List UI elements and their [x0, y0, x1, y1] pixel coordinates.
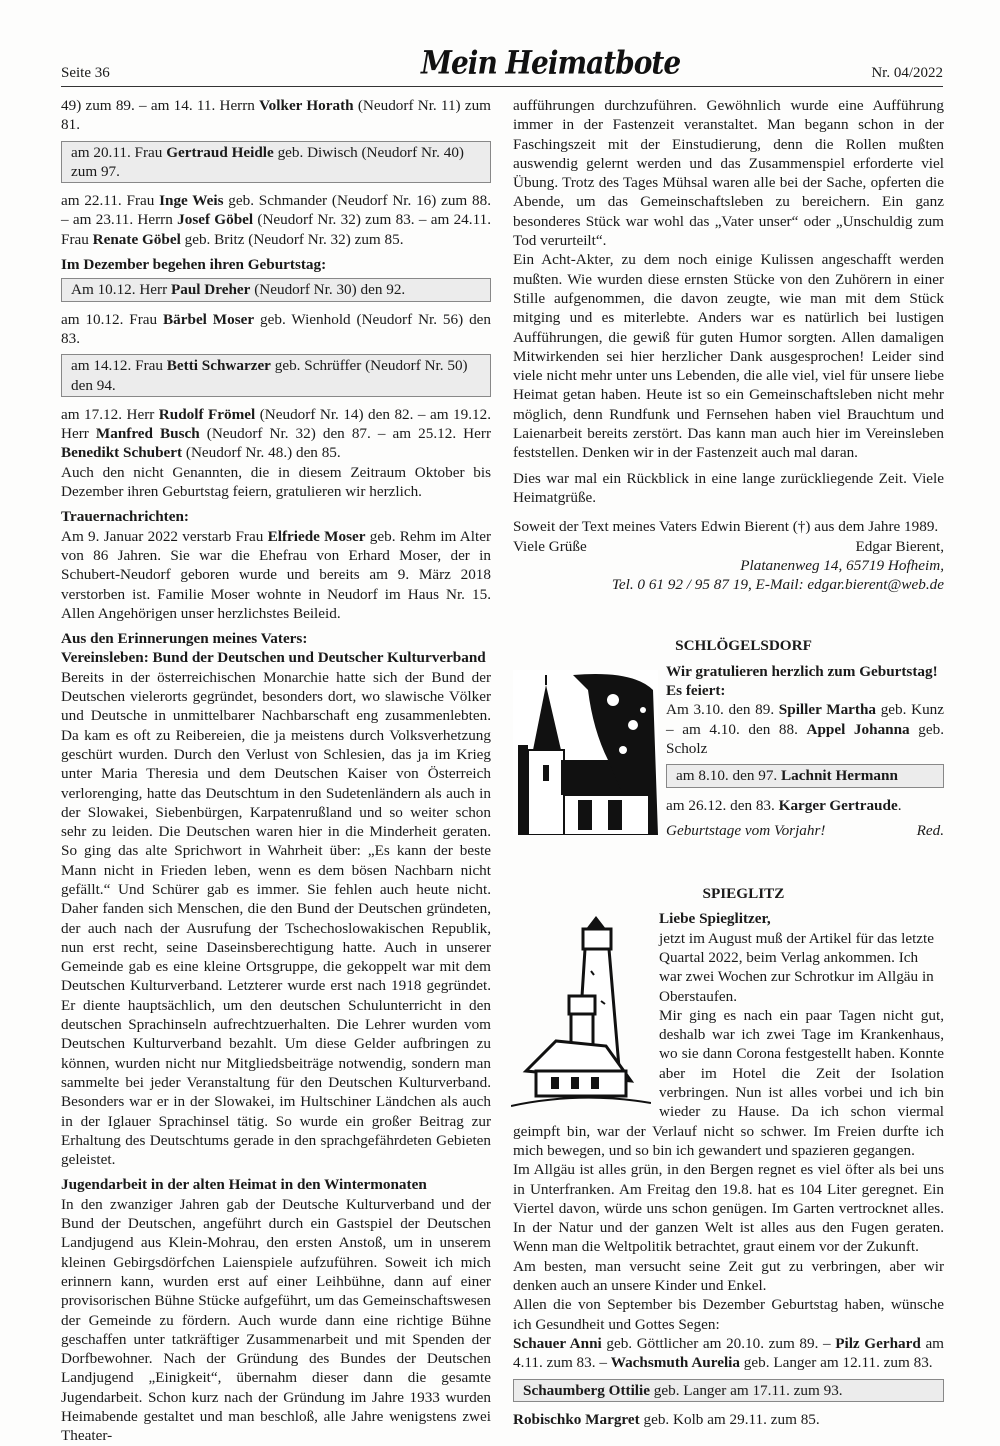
retrospective-text: Dies war mal ein Rückblick in eine lange zurückliegende Zeit. Viele Heimatgrüße.	[513, 469, 944, 506]
page-header	[61, 43, 943, 87]
birthday-paragraph: am 10.12. Frau Bärbel Moser geb. Wienhold (Neudorf Nr. 56) den 83.	[61, 310, 491, 347]
left-column	[61, 96, 491, 1446]
spieglitz-text: Mir ging es nach ein paar Tagen nicht gut, deshalb war ich zwei Tage im Krankenhaus, wo sie dann Corona festgestellt haben. Konnte aber im Hotel die Zeit der Isolation verbringen. Nun ist alles vorbei und ich bin wieder zu Hause. Da ich schon viermal geimpft bin, war der Verlauf nicht so schwer. Im Freien durfte ich mich bewegen, und so bin ich gewandert und spazieren gegangen.	[513, 1006, 944, 1159]
continuation-text: aufführungen durchzuführen. Gewöhnlich wurde eine Aufführung immer in der Fastenzeit veranstaltet. Man begann schon in der Faschingszeit mit der Einstudierung, denn die Rollen mußten auswendig gelernt werden und das Zusammenspiel erforderte viel Übung. Trotz des Tages Mühsal waren alle bei der Sache, opferten die Abende, um das Gemeinschaftsleben zu bereichern. Ein ganz besonderes Stück war wohl das „Vater unser“ oder „Unschuldig zum Tod verurteilt“.	[513, 97, 944, 250]
youth-heading: Jugendarbeit in der alten Heimat in den Wintermonaten	[61, 1176, 427, 1194]
obituary-paragraph: Am 9. Januar 2022 verstarb Frau Elfriede Moser geb. Rehm im Alter von 86 Jahren. Sie war die Ehefrau von Erhard Moser, der in Schubert-Neudorf geboren wurde und bereits am 9. März 2018 verstorben ist. Familie Moser wohnte in Neudorf im Haus Nr. 15. Allen Angehörigen unser herzlichstes Beileid.	[61, 527, 492, 622]
schloegelsdorf-block	[513, 662, 944, 840]
greeting-heading: Liebe Spieglitzer,	[659, 910, 771, 928]
highlight-box: Schaumberg Ottilie geb. Langer am 17.11. zum 93.	[513, 1379, 944, 1402]
highlight-box: am 14.12. Frau Betti Schwarzer geb. Schrüffer (Neudorf Nr. 50) den 94.	[61, 354, 491, 397]
youth-text: In den zwanziger Jahren gab der Deutsche Kulturverband und der Bund der Deutschen, angeführt durch ein Gastspiel der Deutschen Landjugend aus Klein-Mohrau, den ersten Anstoß, um in unserem kleinen Gebirgsdörfchen Laienspiele aufzuführen. Soweit ich mich erinnern kann, wurden erst auf einer Leihbühne, dann auf einer provisorischen Bühne Stücke aufgeführt, um das Gemeinschaftswesen der Gemeinde zu fördern. Auch wurde dann eine richtige Bühne geschaffen unter tatkräftiger Zusammenarbeit und mit Spenden der Dorfbewohner. Nach der Gründung des Bundes der Deutschen Landjugend „Einigkeit“, übernahm dieser dann die gesamte Jugendarbeit. Schon kurz nach der Gründung im Jahre 1933 wurden Heimabende gestaltet und man beschloß, alle Jahre wenigstens zwei Theater-	[61, 1195, 491, 1445]
greeting: Viele Grüße	[513, 537, 587, 555]
december-heading: Im Dezember begehen ihren Geburtstag:	[61, 256, 327, 274]
birthday-paragraph: am 17.12. Herr Rudolf Frömel (Neudorf Nr. 14) den 82. – am 19.12. Herr Manfred Busch (Neudorf Nr. 32) den 87. – am 25.12. Herr Benedikt Schubert (Neudorf Nr. 48.) den 85.	[61, 405, 492, 462]
signature-name: Edgar Bierent,	[855, 537, 944, 555]
issue-number: Nr. 04/2022	[871, 65, 943, 81]
signature-contact: Tel. 0 61 92 / 95 87 19, E-Mail: edgar.bierent@web.de	[611, 576, 944, 594]
spieglitz-text: Allen die von September bis Dezember Geburtstag haben, wünsche ich Gesundheit und Gottes Segen:	[513, 1296, 944, 1333]
masthead-logo: Mein Heimatbote	[421, 43, 681, 82]
highlight-box: Am 10.12. Herr Paul Dreher (Neudorf Nr. 30) den 92.	[61, 278, 491, 301]
congrats-paragraph: Auch den nicht Genannten, die in diesem Zeitraum Oktober bis Dezember ihren Geburtstag feiern, gratulieren wir herzlich.	[61, 463, 491, 501]
signature-address: Platanenweg 14, 65719 Hofheim,	[740, 556, 944, 574]
birthday-paragraph: Robischko Margret geb. Kolb am 29.11. zum 85.	[513, 1410, 820, 1428]
spieglitz-text: Im Allgäu ist alles grün, in den Bergen regnet es viel öfter als bei uns in Unterfranken. Am Freitag den 19.8. hat es 104 Liter geregnet. Ein Viertel davon, würde uns schon genügen. Im Garten vertrocknet alles. In der Natur und der ganzen Welt ist alles aus den Fugen geraten. Wenn man die Weltpolitik betrachtet, graut einem vor der Zukunft.	[513, 1161, 944, 1256]
birthday-paragraph: 49) zum 89. – am 14. 11. Herrn Volker Horath (Neudorf Nr. 11) zum 81.	[61, 97, 491, 134]
memories-heading: Aus den Erinnerungen meines Vaters:	[61, 630, 308, 648]
schloegelsdorf-text	[666, 662, 944, 840]
section-title-schloegelsdorf: SCHLÖGELSDORF	[675, 637, 812, 655]
continuation-text: Ein Acht-Akter, zu dem noch einige Kulissen angeschafft werden mußten. Wie wurden diese ernsten Stücke von den Zuhörern in einer Stille aufgenommen, die davon zeugte, wie man mit dem Stück mitging und es miterlebte. Anders war es natürlich bei lustigen Aufführungen, die gewiß für guten Humor sorgten. Allen damaligen Mitwirkenden sei hier herzlicher Dank ausgesprochen! Leider sind viele nicht mehr unter uns Lebenden, die alle viel, viel für unsere liebe Heimat getan haben. Heute ist so ein Gemeinschaftsleben nicht mehr möglich, denn Rundfunk und Fernsehen haben viel Brauchtum und Laienarbeit bereits zerstört. Das kann man auch hier im Vereinsleben feststellen. Denken wir in der Fastenzeit auch mal daran.	[513, 251, 944, 462]
section-title-spieglitz: SPIEGLITZ	[702, 885, 785, 903]
highlight-box: am 20.11. Frau Gertraud Heidle geb. Diwisch (Neudorf Nr. 40) zum 97.	[61, 141, 491, 184]
birthday-paragraph: Schauer Anni geb. Göttlicher am 20.10. zum 89. – Pilz Gerhard am 4.11. zum 83. – Wachsmuth Aurelia geb. Langer am 12.11. zum 83.	[513, 1334, 944, 1372]
birthday-paragraph: am 22.11. Frau Inge Weis geb. Schmander (Neudorf Nr. 16) zum 88. – am 23.11. Herrn Josef Göbel (Neudorf Nr. 32) zum 83. – am 24.11. Frau Renate Göbel geb. Britz (Neudorf Nr. 32) zum 85.	[61, 192, 491, 248]
congrats-heading: Wir gratulieren herzlich zum Geburtstag!	[666, 662, 938, 680]
spieglitz-text: Am besten, man versucht seine Zeit gut zu verbringen, aber wir denken auch an unsere Kinder und Enkel.	[513, 1257, 944, 1295]
es-feiert-heading: Es feiert:	[666, 682, 726, 700]
right-column	[513, 96, 944, 1435]
spieglitz-block	[513, 909, 944, 1429]
birthday-paragraph: am 26.12. den 83. Karger Gertraude.	[666, 796, 902, 814]
spieglitz-text: jetzt im August muß der Artikel für das letzte Quartal 2022, beim Verlag ankommen. Ich war zwei Wochen zur Schrotkur im Allgäu in Oberstaufen.	[659, 929, 934, 1005]
obituary-heading: Trauernachrichten:	[61, 508, 189, 526]
tower-illustration-icon	[511, 911, 651, 1111]
page-number: Seite 36	[61, 65, 110, 81]
verein-text: Bereits in der österreichischen Monarchie hatte sich der Bund der Deutschen vielerorts gegründet, besonders dort, wo slawische Völker und Deutsche in unmittelbarer Nachbarschaft eng zusammenlebten. Da kam es oft zu Reibereien, die ja meistens durch Volksverhetzung geschürt wurden. Durch den Verlust von Schlesien, das ja im Krieg unter Maria Theresia und dem Deutschen Kaiser von Österreich verlorenging, hatte das Deutschtum in den Sudetenländern als auch in der Slowakei, Siebenbürgen, Karpatenrußland und so weiter schon sehr zu leiden. Die Deutschen waren hier in die Minderheit geraten. So ging das alte Sprichwort in Wahrheit über: „Es kann der beste Mann nicht in Frieden leben, wenn es dem bösen Nachbarn nicht gefällt.“ Und Schürer gab es immer. Sie fehlen auch heute nicht. Daher fanden sich Menschen, die den Bund der Deutschen gründeten, der auch nach der Ausrufung der Tschechoslowakischen Republik, nun erst recht, seine Daseinsberechtigung hatte. Auch in unserer Gemeinde gab es eine kleine Ortsgruppe, die gekoppelt war mit dem Deutschen Kulturverband. Letzterer wurde erst nach 1918 gegründet. Er diente hauptsächlich, um den deutschen Schulunterricht in den deutschen Sprachinseln aufrechtzuerhalten. Die Lehrer wurden vom Deutschen Kulturverband bezahlt. Um diese Gelder aufbringen zu können, wurden nicht nur Mitgliedsbeiträge notwendig, sondern man sammelte bei jeder Veranstaltung für den Deutschen Kulturverband. Besonders war er in der Slowakei, im Hultschiner Ländchen als auch in der Iglauer Sprachinsel tätig. So wurde ein großer Beitrag zur Erhaltung des Deutschtums gerade in den sprachgefährdeten Gebieten geleistet.	[61, 668, 491, 1169]
source-note: Soweit der Text meines Vaters Edwin Bierent (†) aus dem Jahre 1989.	[513, 518, 939, 536]
verein-heading: Vereinsleben: Bund der Deutschen und Deutscher Kulturverband	[61, 649, 486, 667]
signature-row	[513, 537, 944, 556]
church-illustration-icon	[513, 670, 658, 835]
highlight-box: am 8.10. den 97. Lachnit Hermann	[666, 764, 944, 787]
editor-note: Geburtstage vom Vorjahr! Red.	[666, 821, 944, 839]
birthday-paragraph: Am 3.10. den 89. Spiller Martha geb. Kunz – am 4.10. den 88. Appel Johanna geb. Scholz	[666, 701, 944, 757]
